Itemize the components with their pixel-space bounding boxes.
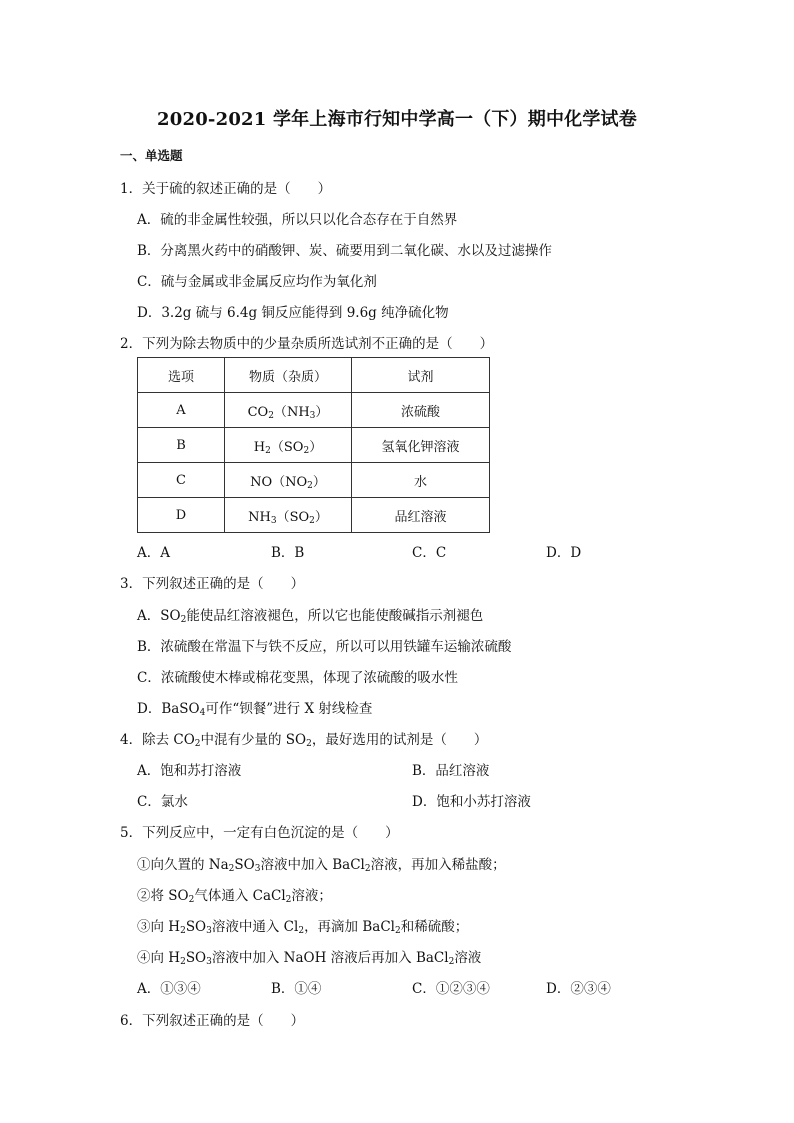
- table-cell-option: A: [138, 393, 225, 428]
- q2-option-a: A．A: [137, 545, 170, 561]
- q4-option-c: C．氯水: [137, 794, 188, 810]
- q5-stem: 5．下列反应中，一定有白色沉淀的是（ ）: [120, 825, 399, 841]
- table-cell-substance: $H_2(SO_2)$: [225, 428, 352, 463]
- impurity-table: [137, 357, 490, 533]
- table-row: [138, 463, 490, 498]
- q3-option-d: D．BaSO$_4$可作“钡餐”进行 X 射线检查: [137, 701, 373, 718]
- q2-option-c: C．C: [412, 545, 447, 561]
- q1-stem: 1．关于硫的叙述正确的是（ ）: [120, 181, 332, 197]
- q1-option-b: B．分离黑火药中的硝酸钾、炭、硫要用到二氧化碳、水以及过滤操作: [137, 243, 552, 259]
- q4-option-b: B．品红溶液: [412, 763, 490, 779]
- q5-option-a: A．①③④: [137, 981, 201, 997]
- q5-item-1: ①向久置的 $Na_2SO_3$溶液中加入 BaCl$_2$溶液，再加入稀盐酸；: [137, 857, 506, 874]
- table-cell-reagent: 水: [352, 463, 490, 498]
- q1-option-d: D．3.2g 硫与 6.4g 铜反应能得到 9.6g 纯净硫化物: [137, 305, 449, 321]
- q3-option-b: B．浓硫酸在常温下与铁不反应，所以可以用铁罐车运输浓硫酸: [137, 639, 512, 655]
- q5-item-3: ③向 $H_2SO_3$溶液中通入 $Cl_2$，再滴加 BaCl$_2$和稀硫酸；: [137, 919, 469, 936]
- q1-option-a: A．硫的非金属性较强，所以只以化合态存在于自然界: [137, 212, 458, 228]
- table-cell-reagent: 氢氧化钾溶液: [352, 428, 490, 463]
- q6-stem: 6．下列叙述正确的是（ ）: [120, 1013, 305, 1029]
- page-title: 2020-2021 学年上海市行知中学高一（下）期中化学试卷: [157, 109, 637, 130]
- q1-option-c: C．硫与金属或非金属反应均作为氧化剂: [137, 274, 377, 290]
- q3-option-c: C．浓硫酸使木棒或棉花变黑，体现了浓硫酸的吸水性: [137, 670, 458, 686]
- q5-item-4: ④向 $H_2SO_3$溶液中加入 NaOH 溶液后再加入 BaCl$_2$溶液: [137, 950, 482, 967]
- q5-option-c: C．①②③④: [412, 981, 490, 997]
- table-header-row: [138, 358, 490, 393]
- table-row: [138, 428, 490, 463]
- table-cell-option: B: [138, 428, 225, 463]
- table-cell-reagent: 浓硫酸: [352, 393, 490, 428]
- table-row: [138, 393, 490, 428]
- table-header: 物质（杂质）: [225, 358, 352, 393]
- q5-option-b: B．①④: [271, 981, 322, 997]
- table-cell-option: C: [138, 463, 225, 498]
- table-cell-substance: $CO_2(NH_3)$: [225, 393, 352, 428]
- q3-option-a: A．$SO_2$能使品红溶液褪色，所以它也能使酸碱指示剂褪色: [137, 608, 484, 625]
- table-cell-reagent: 品红溶液: [352, 498, 490, 533]
- table-row: [138, 498, 490, 533]
- section-heading: 一、单选题: [120, 148, 183, 163]
- q2-stem: 2．下列为除去物质中的少量杂质所选试剂不正确的是（ ）: [120, 336, 494, 352]
- q4-option-d: D．饱和小苏打溶液: [412, 794, 531, 810]
- q3-stem: 3．下列叙述正确的是（ ）: [120, 576, 305, 592]
- q5-option-d: D．②③④: [546, 981, 611, 997]
- table-header: 选项: [138, 358, 225, 393]
- q2-option-b: B．B: [271, 545, 305, 561]
- table-cell-option: D: [138, 498, 225, 533]
- table-cell-substance: $NO(NO_2)$: [225, 463, 352, 498]
- q4-option-a: A．饱和苏打溶液: [137, 763, 242, 779]
- table-header: 试剂: [352, 358, 490, 393]
- table-cell-substance: $NH_3(SO_2)$: [225, 498, 352, 533]
- q5-item-2: ②将 $SO_2$气体通入 CaCl$_2$溶液；: [137, 888, 332, 905]
- q2-option-d: D．D: [546, 545, 582, 561]
- q4-stem: 4．除去 $CO_2$中混有少量的 $SO_2$，最好选用的试剂是（ ）: [120, 732, 488, 749]
